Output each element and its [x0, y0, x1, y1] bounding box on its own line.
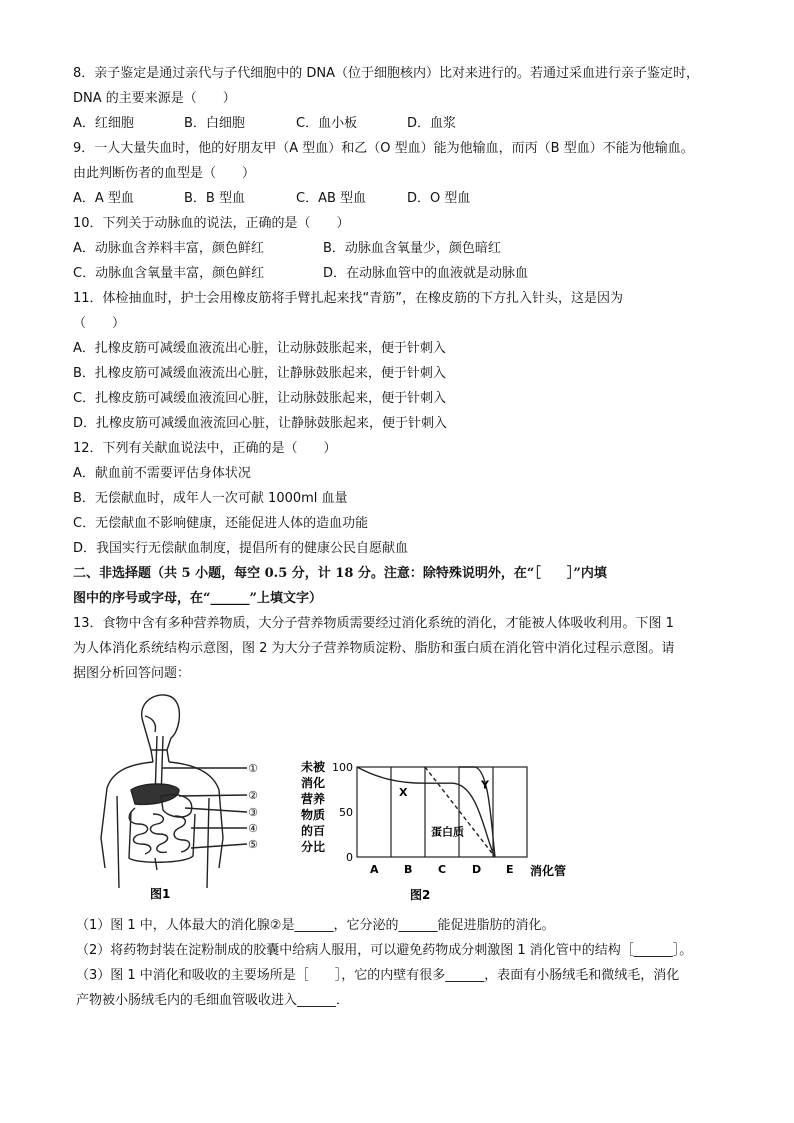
chart-yticks — [332, 761, 353, 864]
q8-option-b: B．白细胞 — [184, 116, 245, 131]
chart-ytick-label: 0 — [346, 851, 353, 864]
figure1-label-3: ③ — [248, 806, 258, 819]
q13-sub3-line1: （3）图 1 中消化和吸收的主要场所是［ ］，它的内壁有很多______，表面有小肠绒毛和微绒毛，消化 — [76, 968, 680, 983]
chart-ylabel-line: 营养 — [301, 792, 326, 806]
chart-ytick-label: 50 — [339, 806, 353, 819]
q13-sub2: （2）将药物封装在淀粉制成的胶囊中给病人服用，可以避免药物成分刺激图 1 消化管中的结构［______］。 — [76, 943, 693, 958]
q8-option-d: D．血浆 — [407, 116, 457, 131]
chart-series-label-0: X — [399, 785, 408, 799]
q13-sub1: （1）图 1 中，人体最大的消化腺②是______，它分泌的______能促进脂肪的消化。 — [76, 918, 555, 933]
figure1-digestive-system — [95, 688, 275, 903]
q11-option-d: D．扎橡皮筋可减缓血液流回心脏，让静脉鼓胀起来，便于针刺入 — [73, 416, 448, 431]
q11-option-b: B．扎橡皮筋可减缓血液流出心脏，让静脉鼓胀起来，便于针刺入 — [73, 366, 446, 381]
q8-stem-line1: 8．亲子鉴定是通过亲代与子代细胞中的 DNA（位于细胞核内）比对来进行的。若通过采血进行亲子鉴定时， — [73, 66, 700, 81]
chart-plot-area — [357, 767, 527, 857]
chart-curves — [357, 767, 495, 857]
q12-stem: 12．下列有关献血说法中，正确的是（ ） — [73, 441, 337, 456]
figure2-chart — [295, 755, 595, 905]
q8-stem-line2: DNA 的主要来源是（ ） — [73, 91, 236, 106]
q11-stem-line1: 11．体检抽血时，护士会用橡皮筋将手臂扎起来找“青筋”，在橡皮筋的下方扎入针头，这是因为 — [73, 291, 624, 306]
chart-frame — [357, 767, 527, 857]
q11-stem-line2: （ ） — [73, 316, 126, 331]
chart-category-D: D — [472, 863, 482, 876]
q10-stem: 10．下列关于动脉血的说法，正确的是（ ） — [73, 216, 350, 231]
q8-option-a: A．红细胞 — [73, 116, 134, 131]
chart-xlabel: 消化管 — [530, 864, 567, 878]
figure1-label-5: ⑤ — [248, 838, 258, 851]
q9-stem-line1: 9．一人大量失血时，他的好朋友甲（A 型血）和乙（O 型血）能为他输血，而丙（B 型血）不能为他输血。 — [73, 141, 694, 156]
chart-category-B: B — [404, 863, 413, 876]
chart-ylabel-line: 物质 — [301, 808, 326, 822]
q9-option-b: B．B 型血 — [184, 191, 245, 206]
chart-series-label-1: Y — [481, 778, 489, 792]
q13-stem-line1: 13．食物中含有多种营养物质，大分子营养物质需要经过消化系统的消化，才能被人体吸收利用。下图 1 — [73, 616, 674, 631]
chart-ytick-label: 100 — [332, 761, 353, 774]
q10-option-b: B．动脉血含氧量少，颜色暗红 — [323, 241, 501, 256]
q13-stem-line3: 据图分析回答问题： — [73, 666, 191, 681]
figure1-caption: 图1 — [150, 887, 171, 901]
chart-series-label-2: 蛋白质 — [431, 825, 464, 839]
section2-heading-line1: 二、非选择题（共 5 小题，每空 0.5 分，计 18 分。注意：除特殊说明外，在“［ ］”内填 — [73, 566, 607, 581]
q8-option-c: C．血小板 — [296, 116, 358, 131]
q9-option-c: C．AB 型血 — [296, 191, 367, 206]
q9-stem-line2: 由此判断伤者的血型是（ ） — [73, 166, 256, 181]
chart-caption: 图2 — [410, 888, 431, 902]
chart-ylabel-line: 的百 — [301, 824, 326, 838]
q11-option-c: C．扎橡皮筋可减缓血液流回心脏，让动脉鼓胀起来，便于针刺入 — [73, 391, 447, 406]
q12-option-d: D．我国实行无偿献血制度，提倡所有的健康公民自愿献血 — [73, 541, 409, 556]
q12-option-c: C．无偿献血不影响健康，还能促进人体的造血功能 — [73, 516, 369, 531]
q12-option-a: A．献血前不需要评估身体状况 — [73, 466, 251, 481]
q10-option-c: C．动脉血含氧量丰富，颜色鲜红 — [73, 266, 265, 281]
figure1-label-1: ① — [248, 762, 258, 775]
q9-option-d: D．O 型血 — [407, 191, 471, 206]
chart-ylabel — [301, 759, 326, 854]
chart-ylabel-line: 消化 — [301, 776, 326, 790]
chart-category-E: E — [506, 863, 514, 876]
q13-sub3-line2: 产物被小肠绒毛内的毛细血管吸收进入______． — [76, 993, 350, 1008]
q11-option-a: A．扎橡皮筋可减缓血液流出心脏，让动脉鼓胀起来，便于针刺入 — [73, 341, 446, 356]
chart-category-A: A — [370, 863, 379, 876]
chart-series-X — [357, 767, 495, 857]
figure1-label-4: ④ — [248, 822, 258, 835]
q10-option-d: D．在动脉血管中的血液就是动脉血 — [323, 266, 529, 281]
q10-option-a: A．动脉血含养料丰富，颜色鲜红 — [73, 241, 264, 256]
q12-option-b: B．无偿献血时，成年人一次可献 1000ml 血量 — [73, 491, 348, 506]
chart-series-labels — [399, 779, 490, 839]
q13-stem-line2: 为人体消化系统结构示意图，图 2 为大分子营养物质淀粉、脂肪和蛋白质在消化管中消化过程示意图。请 — [73, 641, 675, 656]
section2-heading-line2: 图中的序号或字母，在“______”上填文字） — [73, 591, 322, 606]
chart-ylabel-line: 分比 — [301, 840, 326, 854]
chart-categories — [370, 863, 514, 876]
figure1-label-2: ② — [248, 789, 258, 802]
chart-category-C: C — [438, 863, 447, 876]
q9-option-a: A．A 型血 — [73, 191, 134, 206]
chart-ylabel-line: 未被 — [301, 760, 326, 774]
